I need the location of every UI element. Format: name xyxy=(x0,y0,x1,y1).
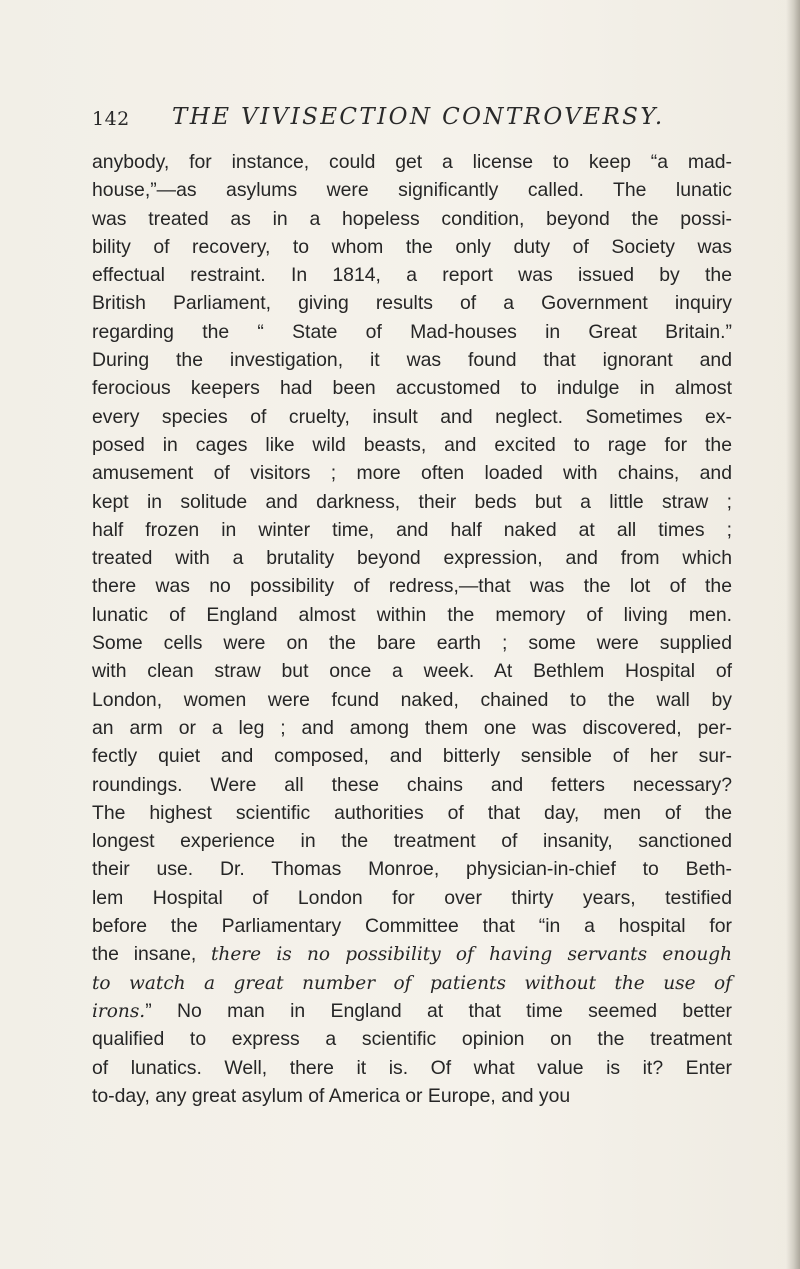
text-line: anybody, for instance, could get a license to keep “a mad- xyxy=(92,151,732,173)
text-line: The highest scientific authorities of that day, men of the xyxy=(92,801,732,824)
text-line: treated with a brutality beyond expression, and from which xyxy=(92,547,732,570)
text-line: house,”—as asylums were significantly called. The lunatic xyxy=(92,179,732,202)
text-line: with clean straw but once a week. At Bethlem Hospital of xyxy=(92,660,732,683)
text-line: amusement of visitors ; more often loaded with chains, and xyxy=(92,462,732,485)
text-line: fectly quiet and composed, and bitterly sensible of her sur- xyxy=(92,745,732,768)
text-line: qualified to express a scientific opinion on the treatment xyxy=(92,1028,732,1051)
text-line: of lunatics. Well, there it is. Of what value is it? Enter xyxy=(92,1056,732,1079)
text-line: an arm or a leg ; and among them one was discovered, per- xyxy=(92,716,732,739)
text-line: every species of cruelty, insult and neglect. Sometimes ex- xyxy=(92,405,732,428)
text-line: their use. Dr. Thomas Monroe, physician-in-chief to Beth- xyxy=(92,858,732,881)
text-line: regarding the “ State of Mad-houses in Great Britain.” xyxy=(92,320,732,343)
line-roman-part: the insane, xyxy=(92,943,211,966)
text-line: was treated as in a hopeless condition, beyond the possi- xyxy=(92,207,732,230)
running-title: THE VIVISECTION CONTROVERSY. xyxy=(172,104,665,130)
text-line: longest experience in the treatment of insanity, sanctioned xyxy=(92,830,732,853)
text-line: British Parliament, giving results of a Government inquiry xyxy=(92,292,732,315)
text-line: During the investigation, it was found that ignorant and xyxy=(92,349,732,372)
text-line-mixed xyxy=(92,940,732,968)
text-line: posed in cages like wild beasts, and excited to rage for the xyxy=(92,433,732,456)
text-line: before the Parliamentary Committee that “in a hospital for xyxy=(92,915,732,938)
text-line: half frozen in winter time, and half naked at all times ; xyxy=(92,518,732,541)
text-line-italic xyxy=(92,969,732,997)
text-line: lem Hospital of London for over thirty years, testified xyxy=(92,886,732,909)
text-line: lunatic of England almost within the memory of living men. xyxy=(92,603,732,626)
page-binding-shadow xyxy=(786,0,800,1269)
text-line-mixed xyxy=(92,997,732,1025)
text-line: London, women were fcund naked, chained to the wall by xyxy=(92,688,732,711)
quoted-italic: to watch a great number of patients without the use of xyxy=(92,972,732,994)
text-line: roundings. Were all these chains and fetters necessary? xyxy=(92,773,732,796)
quoted-italic: irons. xyxy=(92,1000,146,1022)
text-line: kept in solitude and darkness, their beds but a little straw ; xyxy=(92,490,732,513)
text-line: there was no possibility of redress,—that was the lot of the xyxy=(92,575,732,598)
text-line: Some cells were on the bare earth ; some were supplied xyxy=(92,632,732,655)
text-line: bility of recovery, to whom the only duty of Society was xyxy=(92,235,732,258)
quoted-italic: there is no possibility of having servants enough xyxy=(211,944,732,966)
page-number: 142 xyxy=(92,108,130,130)
line-roman-part: ” No man in England at that time seemed better xyxy=(145,999,732,1022)
text-line: effectual restraint. In 1814, a report was issued by the xyxy=(92,264,732,287)
body-text xyxy=(92,148,732,1110)
text-line: ferocious keepers had been accustomed to indulge in almost xyxy=(92,377,732,400)
text-line: to-day, any great asylum of America or Europe, and you xyxy=(92,1084,571,1107)
page-header xyxy=(92,104,732,138)
